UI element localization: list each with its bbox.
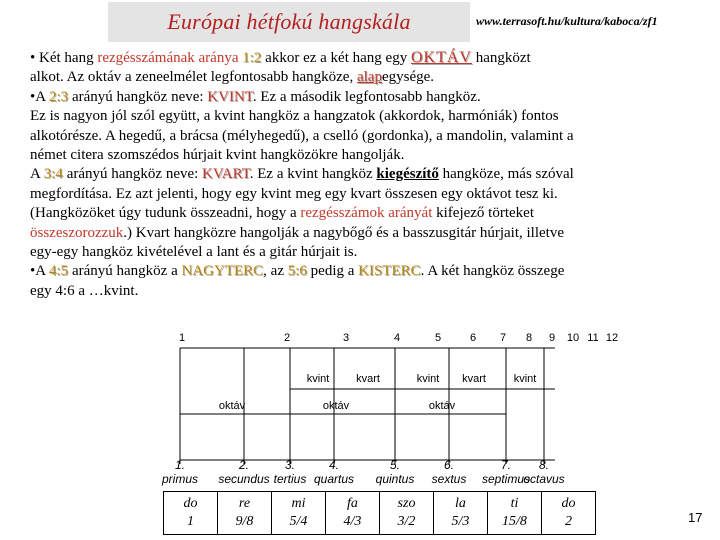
oktav-label: oktáv (428, 400, 456, 412)
kvart-label: kvart (356, 373, 380, 385)
nagyterc-term: NAGYTERC (181, 263, 264, 280)
degree-number-label: 6. (443, 458, 455, 472)
top-number-label: 2 (283, 332, 291, 344)
note-name: ti (510, 496, 519, 511)
text-line: •A 4:5 arányú hangköz a NAGYTERC, az 5:6 pedig a KISTERC. A két hangköz összege (30, 263, 565, 280)
top-number-label: 4 (393, 332, 401, 344)
highlight-term: rezgésszámának aránya (97, 50, 239, 66)
degree-name-label: septimus (481, 472, 531, 486)
note-cell (164, 492, 218, 535)
oktav-label: oktáv (322, 400, 350, 412)
degree-name-label: quintus (375, 472, 415, 486)
text-line: •A 2:3 arányú hangköz neve: KVINT. Ez a második legfontosabb hangköz. (30, 88, 481, 105)
degree-number-label: 8. (538, 458, 550, 472)
top-number-label: 9 (548, 332, 556, 344)
degree-number-label: 3. (284, 458, 296, 472)
alap-term: alap (356, 69, 382, 86)
degree-number-label: 7. (500, 458, 512, 472)
top-number-label: 3 (342, 332, 350, 344)
kisterc-term: KISTERC (358, 263, 421, 280)
note-cell (488, 492, 542, 535)
note-name: do (183, 496, 198, 511)
degree-name-label: secundus (218, 472, 270, 486)
degree-number-label: 4. (328, 458, 340, 472)
note-name: mi (291, 496, 306, 511)
highlight-term: összeszorozzuk (30, 224, 124, 241)
note-ratio: 1 (187, 514, 194, 529)
note-ratio: 15/8 (502, 514, 527, 529)
kiegeszito-term: kiegészítő (376, 166, 439, 183)
degree-name-label: quartus (313, 472, 355, 486)
ratio-highlight: 2:3 (49, 88, 69, 105)
text-line: Ez is nagyon jól szól együtt, a kvint hangköz a hangzatok (akkordok, harmóniák) fontos (30, 108, 559, 125)
note-ratio-table (163, 491, 596, 535)
kvart-term: KVART (202, 166, 250, 183)
note-ratio: 5/4 (289, 514, 308, 529)
ratio-highlight: 1:2 (242, 50, 262, 66)
top-number-label: 5 (434, 332, 442, 344)
text-line: német citera szomszédos húrjait kvint hangközökre hangolják. (30, 147, 405, 164)
note-cell (272, 492, 326, 535)
note-cell (326, 492, 380, 535)
text-line: • Két hang rezgésszámának aránya 1:2 akkor ez a két hang egy OKTÁV hangközt (30, 49, 531, 66)
text-line: alkotórésze. A hegedű, a brácsa (mélyhegedű), a cselló (gordonka), a mandolin, valamint a (30, 127, 574, 144)
degree-name-label: primus (161, 472, 199, 486)
note-ratio: 5/3 (451, 514, 470, 529)
note-ratio: 3/2 (397, 514, 416, 529)
top-number-label: 10 (566, 332, 580, 344)
text-line: egy 4:6 a …kvint. (30, 282, 139, 299)
top-number-label: 1 (178, 332, 186, 344)
oktav-term: OKTÁV (410, 49, 472, 66)
text-line: megfordítása. Ez azt jelenti, hogy egy kvint meg egy kvart összesen egy oktávot tesz ki. (30, 185, 558, 202)
note-cell (434, 492, 488, 535)
highlight-term: rezgésszámok arányát (300, 205, 433, 222)
text-line: egy-egy hangköz kivételével a lant és a gitár húrjait is. (30, 244, 358, 261)
note-cell (218, 492, 272, 535)
degree-number-label: 1. (174, 458, 186, 472)
text-line: összeszorozzuk.) Kvart hangközre hangolják a nagybőgő és a basszusgitár húrjait, illetve (30, 224, 564, 241)
kvart-label: kvart (462, 373, 486, 385)
degree-number-label: 5. (389, 458, 401, 472)
text-line: A 3:4 arányú hangköz neve: KVART. Ez a kvint hangköz kiegészítő hangköze, más szóval (30, 166, 574, 183)
note-name: fa (347, 496, 358, 511)
top-number-label: 6 (469, 332, 477, 344)
slide-title: Európai hétfokú hangskála (167, 9, 411, 34)
ratio-highlight: 5:6 (287, 263, 307, 280)
note-name: do (561, 496, 576, 511)
source-url: www.terrasoft.hu/kultura/kaboca/zf1 (476, 14, 658, 28)
top-number-label: 8 (525, 332, 533, 344)
top-number-label: 7 (499, 332, 507, 344)
text-line: alkot. Az oktáv a zeneelmélet legfontosabb hangköze, alapegysége. (30, 69, 435, 86)
note-name: la (455, 496, 466, 511)
note-name: re (238, 496, 251, 511)
degree-name-label: tertius (273, 472, 307, 486)
ratio-highlight: 4:5 (49, 263, 69, 280)
top-number-label: 12 (605, 332, 619, 344)
kvint-label: kvint (416, 373, 440, 385)
note-ratio: 4/3 (343, 514, 362, 529)
ratio-highlight: 3:4 (43, 166, 63, 183)
top-number-label: 11 (587, 332, 599, 344)
kvint-label: kvint (513, 373, 537, 385)
kvint-label: kvint (306, 373, 330, 385)
degree-name-label: octavus (523, 472, 565, 486)
page-number: 17 (688, 510, 703, 525)
text-line: (Hangközöket úgy tudunk összeadni, hogy a rezgésszámok arányát kifejező törteket (30, 205, 534, 222)
note-cell (380, 492, 434, 535)
kvint-term: KVINT (207, 88, 253, 105)
note-name: szo (397, 496, 416, 511)
oktav-label: oktáv (218, 400, 246, 412)
note-ratio: 9/8 (235, 514, 254, 529)
note-ratio: 2 (565, 514, 572, 529)
degree-number-label: 2. (238, 458, 250, 472)
note-cell (542, 492, 596, 535)
degree-name-label: sextus (431, 472, 467, 486)
